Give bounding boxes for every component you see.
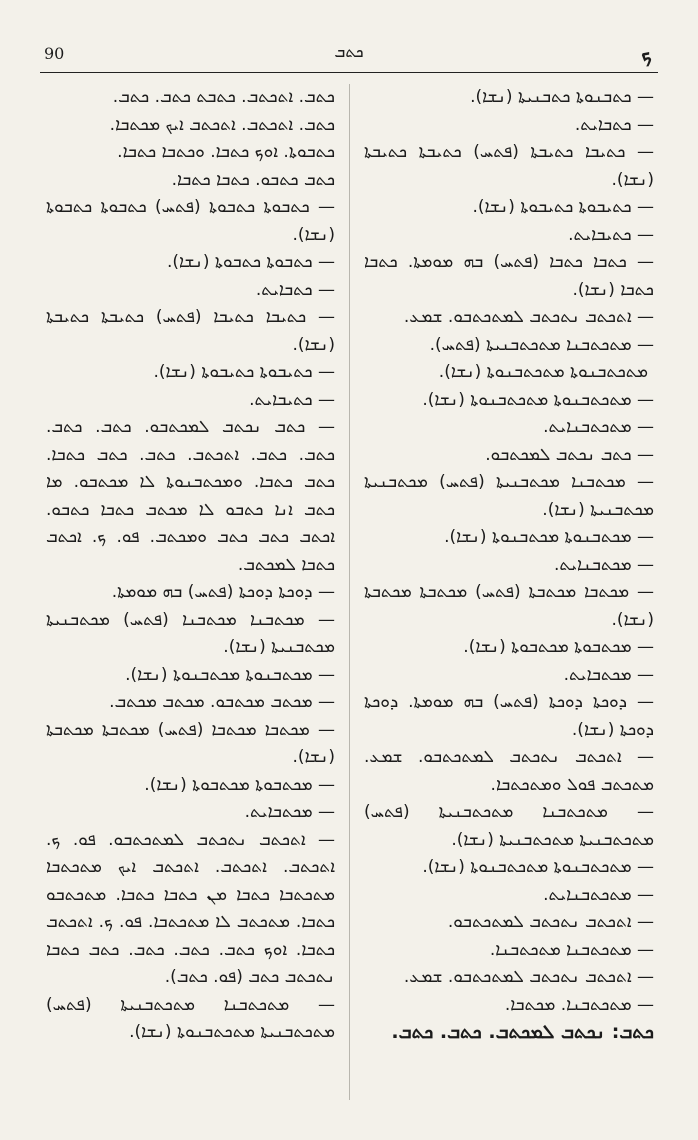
entry: — ܡܟܬܒܘܬܐ ܡܟܬܒܘܬܐ (ܢܫܐ). <box>463 637 654 657</box>
entry: — ܕܘܟܬܐ ܕܘܟܬܐ (ܦܬܚ) ܒܗ ܡܘܡܬܐ. <box>111 582 335 602</box>
entry: ܟܬܒܘܬܐ. ܐܘܟ ܟܬܒܐ. ܘܟܬܒܐ ܟܬܒܐ. <box>117 142 335 162</box>
entry: — ܡܟܬܒܢܘܬܐ ܡܟܬܒܢܘܬܐ (ܢܫܐ). <box>444 527 654 547</box>
entry: — ܡܬܟܬܒܢܐܝܬ. <box>543 417 654 437</box>
entry: — ܡܬܟܬܒܢܘܬܐ ܡܬܟܬܒܢܘܬܐ (ܢܫܐ). <box>422 857 654 877</box>
entry: — ܟܬܒܐܝܬ. <box>255 279 335 300</box>
entry: — ܟܬܝܒܐ ܟܬܝܒܐ (ܦܬܚ) ܟܬܝܒܬܐ ܟܬܝܒܬܐ (ܢܫܐ). <box>46 307 335 355</box>
entry: — ܡܟܬܒܐ ܡܟܬܒܬܐ (ܦܬܚ) ܡܟܬܒܬܐ ܡܟܬܒܬܐ (ܢܫܐ). <box>364 582 654 630</box>
entry: — ܟܬܒܘܬܐ ܟܬܒܘܬܐ (ܢܫܐ). <box>167 252 335 272</box>
entry: — ܡܟܬܒ ܡܟܬܒܘ. ܡܟܬܒ ܡܟܬܒ. <box>109 692 335 712</box>
entry: — ܟܬܒܐ ܟܬܒܐ (ܦܬܚ) ܒܗ ܡܘܡܬܐ. ܟܬܒܐ ܟܬܒܐ (ܢܫܐ). <box>364 252 654 300</box>
entry: — ܟܬܒܐܝܬ. <box>574 114 654 135</box>
entry: — ܡܟܬܒܐܝܬ. <box>563 664 654 685</box>
entry: — ܡܟܬܒܐܝܬ. <box>244 802 335 822</box>
entry: — ܟܬܝܒܐܝܬ. <box>568 224 654 245</box>
entry: — ܡܟܬܒܢܘܬܐ ܡܟܬܒܢܘܬܐ (ܢܫܐ). <box>125 664 335 685</box>
entry: — ܐܬܟܬܒ ܢܬܟܬܒ ܠܡܬܟܬܒܘ. ܫܡܥ. <box>403 967 654 987</box>
entry: — ܐܬܟܬܒ ܢܬܟܬܒ ܠܡܬܟܬܒܘ. ܫܡܥ. <box>403 307 654 327</box>
entry: — ܡܟܬܒܢܐ ܡܟܬܒܢܝܬܐ (ܦܬܚ) ܡܟܬܒܢܝܬܐ ܡܟܬܒܢܝܬܐ (ܢܫܐ). <box>364 472 654 520</box>
entry: — ܐܬܟܬܒ ܢܬܟܬܒ ܠܡܬܟܬܒܘ. ܦܘ. ܟ. ܐܬܟܬܒ. ܐܬܟܬܒ. ܐܬܟܬܒ ܐܝܟ ܡܬܟܬܒܐ ܡܬܟܬܒܐ ܟܬܒܐ ܡܢ ܟܬܒܐ ܟܬܒܐ. ܡܬܟܬܒܘ ܟܬܒܐ. ܡܬܟܬܒ ܠܐ ܡܬܟܬܒܐ. ܦܘ. ܟ. ܐܬܟܬܒ ܟܬܒܐ. ܐܘܟ ܟܬܒ. ܟܬܒ. ܟܬܒ. ܟܬܒ ܟܬܒܐ ܢܬܟܬܒ ܟܬܒ (ܦܘ. ܟܬܒ). <box>46 829 335 987</box>
entry: — ܡܟܬܒܘܬܐ ܡܟܬܒܘܬܐ (ܢܫܐ). <box>144 774 335 795</box>
entry: ܟܬܒ. ܐܬܟܬܒ. ܐܬܟܬܒ ܐܝܟ ܡܟܬܒܐ. <box>109 114 335 135</box>
entry: — ܟܬܝܒܐ ܟܬܝܒܬܐ (ܦܬܚ) ܟܬܝܒܬܐ ܟܬܝܒܬܐ (ܢܫܐ). <box>364 142 654 190</box>
entry: — ܐܬܟܬܒ ܢܬܟܬܒ ܠܡܬܟܬܒܘ. ܫܡܥ. ܡܬܟܬܒ ܦܘܠ ܘܡܬܟܬܒܐ. <box>364 747 654 795</box>
entry: ܟܬܒ. ܐܬܟܬܒ. ܟܬܒܬ ܟܬܒ. ܟܬܒ. <box>112 87 335 107</box>
header-rule <box>40 72 658 73</box>
entry: — ܟܬܝܒܘܬܐ ܟܬܝܒܘܬܐ (ܢܫܐ). <box>153 362 335 382</box>
entry: — ܡܟܬܒܢܐܝܬ. <box>553 554 654 575</box>
entry: — ܡܟܬܒܐ ܡܟܬܒܐ (ܦܬܚ) ܡܟܬܒܬܐ ܡܟܬܒܬܐ (ܢܫܐ). <box>46 719 335 767</box>
entry: — ܕܘܟܬܐ ܕܘܟܬܐ (ܦܬܚ) ܒܗ ܡܘܡܬܐ. ܕܘܟܬܐ ܕܘܟܬܐ (ܢܫܐ). <box>364 692 654 740</box>
entry: — ܡܬܟܬܒܢܐ ܡܬܟܬܒܢܐ. <box>489 939 654 960</box>
page-header <box>40 38 658 74</box>
two-column-body <box>46 84 654 1100</box>
entry: — ܟܬܝܒܐܝܬ. <box>249 389 335 410</box>
entry: — ܡܬܟܬܒܢܐܝܬ. <box>543 884 654 905</box>
entry: ܟܬܒ ܟܬܒܘ. ܟܬܒܐ ܟܬܒܐ. <box>171 169 335 190</box>
entry: — ܡܬܟܬܒܢܘܬܐ ܡܬܟܬܒܢܘܬܐ (ܢܫܐ). <box>422 389 654 410</box>
entry: — ܟܬܝܒܘܬܐ ܟܬܝܒܘܬܐ (ܢܫܐ). <box>472 197 654 217</box>
entry: — ܟܬܒܢܘܬܐ ܟܬܒܢܝܬܐ (ܢܫܐ). <box>470 87 654 107</box>
entry: — ܡܬܟܬܒܢܐ ܡܬܟܬܒܢܝܬܐ (ܦܬܚ) ܡܬܟܬܒܢܝܬܐ ܡܬܟܬܒܢܘܬܐ (ܢܫܐ). <box>46 994 335 1042</box>
section-letter: ܟ <box>641 42 652 66</box>
entry: — ܡܬܟܬܒܢܐ ܡܬܟܬܒܢܝܬܐ (ܦܬܚ). <box>429 334 654 355</box>
entry: ܡܬܟܬܒܢܘܬܐ ܡܬܟܬܒܢܘܬܐ (ܢܫܐ). <box>438 362 648 382</box>
left-column <box>46 84 350 1100</box>
right-column <box>350 84 654 1100</box>
entry: — ܐܬܟܬܒ ܢܬܟܬܒ ܠܡܬܟܬܒܘ. <box>447 912 654 932</box>
root-heading: ܟܬܒ: ܢܟܬܒ ܠܡܟܬܒ. ܟܬܒ. ܟܬܒ. <box>391 1021 654 1043</box>
entry: — ܡܬܟܬܒܢܐ ܡܬܟܬܒܢܝܬܐ (ܦܬܚ) ܡܬܟܬܒܢܝܬܐ ܡܬܟܬܒܢܝܬܐ (ܢܫܐ). <box>364 802 654 850</box>
running-head: ܟܬܒ <box>334 42 364 61</box>
entry: — ܡܟܬܒܢܐ ܡܟܬܒܢܐ (ܦܬܚ) ܡܟܬܒܢܝܬܐ ܡܟܬܒܢܝܬܐ (ܢܫܐ). <box>46 609 335 657</box>
entry: — ܟܬܒ ܢܟܬܒ ܠܡܟܬܒܘ. <box>485 444 654 465</box>
entry: — ܡܬܟܬܒܢܐ. ܡܟܬܒܐ. <box>504 994 654 1015</box>
page-number: 90 <box>44 44 65 63</box>
entry: — ܟܬܒܘܬܐ ܟܬܒܘܬܐ (ܦܬܚ) ܟܬܒܘܬܐ ܟܬܒܘܬܐ (ܢܫܐ). <box>46 197 335 245</box>
entry: — ܟܬܒ ܢܟܬܒ ܠܡܟܬܒܘ. ܟܬܒ. ܟܬܒ. ܟܬܒ. ܟܬܒ. ܐܬܟܬܒ. ܟܬܒ. ܟܬܒ ܟܬܒܐ. ܟܬܒ ܟܬܒܐ. ܘܡܟܬܒܢܘܬܐ ܠܐ ܡܟܬܒܘ. ܡܐ ܟܬܒ ܐܢܐ ܟܬܒܘ ܠܐ ܡܟܬܒ ܟܬܒܐ ܟܬܒܘ. ܐܟܬܒ ܟܬܒ ܟܬܒ ܘܡܟܬܒ. ܦܘ. ܟ. ܐܟܬܒ ܟܬܒܐ ܠܡܟܬܒ. <box>46 417 335 575</box>
